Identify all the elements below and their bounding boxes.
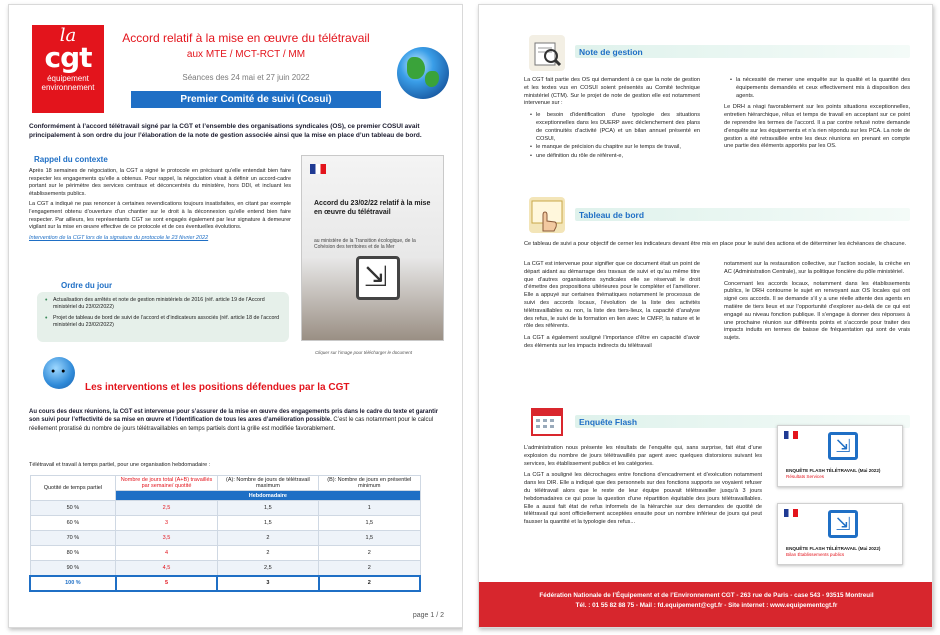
note-bullet: • le besoin d’identification d’une typologie des situations exceptionnelles dans les DUERP avec déclenchement des plans de continuités d’activité (PCA) et un bilan annuel présenté en COSUI,	[530, 112, 700, 143]
flash-survey-card-services[interactable]	[777, 425, 903, 487]
note-bullet: • le manque de précision du chapitre sur le temps de travail,	[530, 144, 700, 152]
flash-text	[524, 445, 762, 531]
table-row: 90 % 4,5 2,5 2	[30, 561, 420, 576]
col-header-total-days: Nombre de jours total (A+B) travaillés par semaine/ quotité	[116, 476, 217, 491]
accord-document-thumbnail[interactable]	[301, 155, 444, 341]
table-row: 60 % 3 1,5 1,5	[30, 516, 420, 531]
note-right-column	[724, 77, 910, 155]
hebdomadaire-header: Hebdomadaire	[116, 491, 420, 501]
download-arrow-icon[interactable]: ⇲	[356, 256, 400, 300]
table-row: 50 % 2,5 1,5 1	[30, 501, 420, 516]
flash-survey-card-etablissements[interactable]	[777, 503, 903, 565]
download-arrow-icon: ⇲	[828, 510, 858, 538]
note-bullet: • une définition du rôle de référent-e,	[530, 153, 700, 161]
tdb-heading: Tableau de bord	[579, 210, 645, 220]
table-row: 70 % 3,5 2 1,5	[30, 531, 420, 546]
col-header-quotite: Quotité de temps partiel	[30, 476, 116, 501]
logo-cgt: cgt	[44, 41, 92, 74]
federation-footer	[479, 582, 933, 627]
note-bullet: • la nécessité de mener une enquête sur la qualité et la quantité des équipements demandés et ceux effectivement mis à disposition des agents.	[730, 77, 910, 100]
tdb-paragraph: La CGT est intervenue pour signifier que ce document était un point de départ aidant au démarrage des travaux de suivi et qu’au même titre que d’autres organisations syndicales elle se réservait le droit d’émettre des propositions ultérieures pour le compléter et l’améliorer. Elle a appuyé sur certaines thématiques notamment le processus de suivi des accords locaux, l’évolution de la liste des activités télétravaillables ou non, la liste des tiers-lieux, la capacité d’analyse des refus, le suivi de la formation en lien avec le CMFP, la nature et le rôle des référents.	[524, 261, 700, 330]
cgt-logo	[32, 25, 104, 113]
flash-paragraph: L’administration nous présente les résultats de l’enquête qui, sans surprise, fait état d’une explosion du nombre de jours télétravaillés par agent avec quelques distorsions suivant les services, les établissement publics et les catégories.	[524, 445, 762, 467]
tdb-paragraph: Concernant les accords locaux, notamment dans les établissements publics, le DRH contourne le sujet en renvoyant aux OS locales qui ont signé ces accords. Il se demande s’il y a une réelle attente des agents en matière de tiers lieux et sur l’opportunité d’explorer au-delà de ce qui est engagé au niveau fonction publique. Il s’engage à donner des réponses à une prochaine réunion sur différents points et s’accorde pour traiter des impacts induits en termes de baisse de fréquentation qui sont de vrais sujets.	[724, 280, 910, 342]
magnifier-document-icon	[529, 35, 565, 71]
interventions-rest: C’est le cas notamment pour le calcul réellement proratisé du nombre de jours télétravaillables en temps partiels dont la grille est modifiée favorablement.	[29, 417, 434, 432]
thumbnail-title: Accord du 23/02/22 relatif à la mise en œuvre du télétravail	[314, 200, 431, 216]
agenda-item: • Actualisation des arrêtés et note de gestion ministériels de 2016 (réf. article 19 de l’Accord ministériel du 23/02/2022)	[45, 297, 281, 311]
tdb-left-column	[524, 261, 700, 355]
agenda-item: • Projet de tableau de bord de suivi de l’accord et d’indicateurs associés (réf. article 18 de l’accord ministériel du 23/02/2022)	[45, 315, 281, 329]
card-subtitle: Bilan Établissements publics	[786, 552, 845, 557]
note-heading: Note de gestion	[579, 47, 643, 57]
republique-flag-icon	[784, 509, 798, 517]
committee-banner: Premier Comité de suivi (Cosui)	[131, 91, 381, 108]
card-title: ENQUÊTE FLASH TÉLÉTRAVAIL (Mai 2022)	[786, 546, 881, 551]
note-drh-paragraph: Le DRH a réagi favorablement sur les points situations exceptionnelles, entretien hiérarchique, rélus et temps de travail en acceptant sur ce point de reprendre les termes de l’accord. Il a par contre refusé notre demande d’enquête sur les équipements et n’a rien répondu sur les PCA. La note de gestion a été retravaillée entre les deux réunions en prenant en compte une partie des éléments apportés par les OS.	[724, 104, 910, 150]
page-number: page 1 / 2	[412, 612, 444, 619]
logo-subtitle: équipement environnement	[41, 74, 95, 92]
rappel-text	[29, 168, 291, 242]
intervention-link[interactable]: Intervention de la CGT lors de la signature du protocole le 23 février 2022	[29, 234, 209, 241]
agenda-heading: Ordre du jour	[61, 281, 113, 290]
logo-la: la	[59, 25, 77, 46]
col-header-telework-max: (A): Nombre de jours de télétravail maximum	[217, 476, 318, 491]
globe-icon	[397, 47, 449, 99]
earth-mascot-icon: ● ●	[43, 357, 75, 389]
rappel-paragraph-2: La CGT a indiqué ne pas renoncer à certaines revendications toujours insatisfaites, en citant par exemple l’engagement obtenu d’ouverture d’un chantier sur le droit à la déconnexion qu’elle entend bien faire respecter. Par ailleurs, les représentants CGT se sont engagés également par leur signature à demeurer vigilant sur la mise en œuvre effective de ce protocole et de ces éventuelles évolutions.	[29, 201, 291, 231]
interventions-heading: Les interventions et les positions défendues par la CGT	[85, 382, 350, 393]
note-intro: La CGT fait partie des OS qui demandent à ce que la note de gestion et les textes vus en COSUI soient présentés au Comité technique ministériel (CTM). Sur le projet de note de gestion elle est notamment intervenue sur :	[524, 77, 700, 107]
footer-address: Fédération Nationale de l’Équipement et de l’Environnement CGT - 263 rue de Paris - case 543 - 93515 Montreuil	[539, 592, 874, 599]
note-left-column	[524, 77, 700, 165]
document-page-1	[8, 4, 463, 628]
republique-flag-icon	[310, 164, 326, 174]
interventions-bold: Au cours des deux réunions, la CGT est intervenue pour s’assurer de la mise en œuvre des engagements pris dans le cadre du texte et garantir son suivi pour l’effectivité de sa mise en œuvre et l’identification de tous les axes d’amélioration possible.	[29, 409, 439, 424]
flash-heading: Enquête Flash	[579, 417, 638, 427]
table-total-row: 100 % 5 3 2	[30, 576, 420, 591]
card-subtitle: Résultats Services	[786, 474, 825, 479]
thumbnail-caption: Cliquer sur l’image pour télécharger le document	[315, 350, 413, 355]
flash-paragraph: La CGT a souligné les décrochages entre fonctions d’encadrement et d’exécution notamment dans les DIR. Elle a indiqué que des personnels sur des fonctions supports se voyaient refuser du télétravail alors que le reste de leur équipe pouvait télétravailler jusqu’à 3 jours hebdomadaires ce qui pose la question d’une répartition équitable des jours télétravaillables. Elle a aussi fait état de refus informels de la hiérarchie sur des demandes de quotité de télétravail qui sont officiellement acceptées ensuite pour un nombre inférieur de jours qui peut fausser la quantité et la typologie des refus...	[524, 472, 762, 526]
calendar-icon	[529, 403, 565, 439]
agenda-box	[37, 292, 289, 342]
page-gap	[463, 0, 478, 635]
download-arrow-icon: ⇲	[828, 432, 858, 460]
tdb-intro: Ce tableau de suivi a pour objectif de cerner les indicateurs devant être mis en place pour le suivi des actions et de déterminer les échéances de chacune.	[524, 241, 907, 247]
republique-flag-icon	[784, 431, 798, 439]
footer-contact: Tél. : 01 55 82 88 75 - Mail : fd.equipement@cgt.fr - Site internet : www.equipementcgt.fr	[575, 602, 838, 609]
intro-paragraph: Conformément à l’accord télétravail signé par la CGT et l’ensemble des organisations syndicales (OS), ce premier COSUI avait principalement à son ordre du jour l’élaboration de la note de gestion associée ainsi que la mise en place d’un tableau de bord.	[29, 123, 422, 139]
tdb-paragraph: notamment sur la restauration collective, sur l’action sociale, la crèche en AC (Administration Centrale), sur la politique foncière du pôle ministériel.	[724, 261, 910, 275]
hand-pointer-icon	[529, 197, 565, 233]
document-page-2	[478, 4, 933, 628]
col-header-presence-min: (B): Nombre de jours en présentiel minimum	[319, 476, 420, 491]
rappel-paragraph-1: Après 18 semaines de négociation, la CGT a signé le protocole en précisant qu’elle entendait bien faire respecter les engagements qu’elle a obtenus. Pour rappel, la négociation visait à définir un accord-cadre portant sur le périmètre des services centraux et déconcentrés du ministère, hors DDI, et incluant les établissements publics.	[29, 168, 291, 197]
table-caption: Télétravail et travail à temps partiel, pour une organisation hebdomadaire :	[29, 462, 211, 468]
rappel-heading: Rappel du contexte	[34, 155, 108, 164]
card-title: ENQUÊTE FLASH TÉLÉTRAVAIL (Mai 2022)	[786, 468, 881, 473]
session-dates: Séances des 24 mai et 27 juin 2022	[182, 73, 310, 82]
document-title: Accord relatif à la mise en œuvre du télétravail	[122, 31, 370, 45]
thumbnail-subtitle: au ministère de la Transition écologique, de la Cohésion des territoires et de la Mer	[314, 238, 416, 250]
interventions-text	[29, 408, 449, 433]
table-row: 80 % 4 2 2	[30, 546, 420, 561]
tdb-right-column	[724, 261, 910, 347]
document-subtitle: aux MTE / MCT-RCT / MM	[186, 49, 306, 60]
part-time-table	[29, 475, 421, 592]
tdb-paragraph: La CGT a également souligné l’importance d’être en capacité d’avoir des éléments sur les impacts indirects du télétravail	[524, 335, 700, 349]
